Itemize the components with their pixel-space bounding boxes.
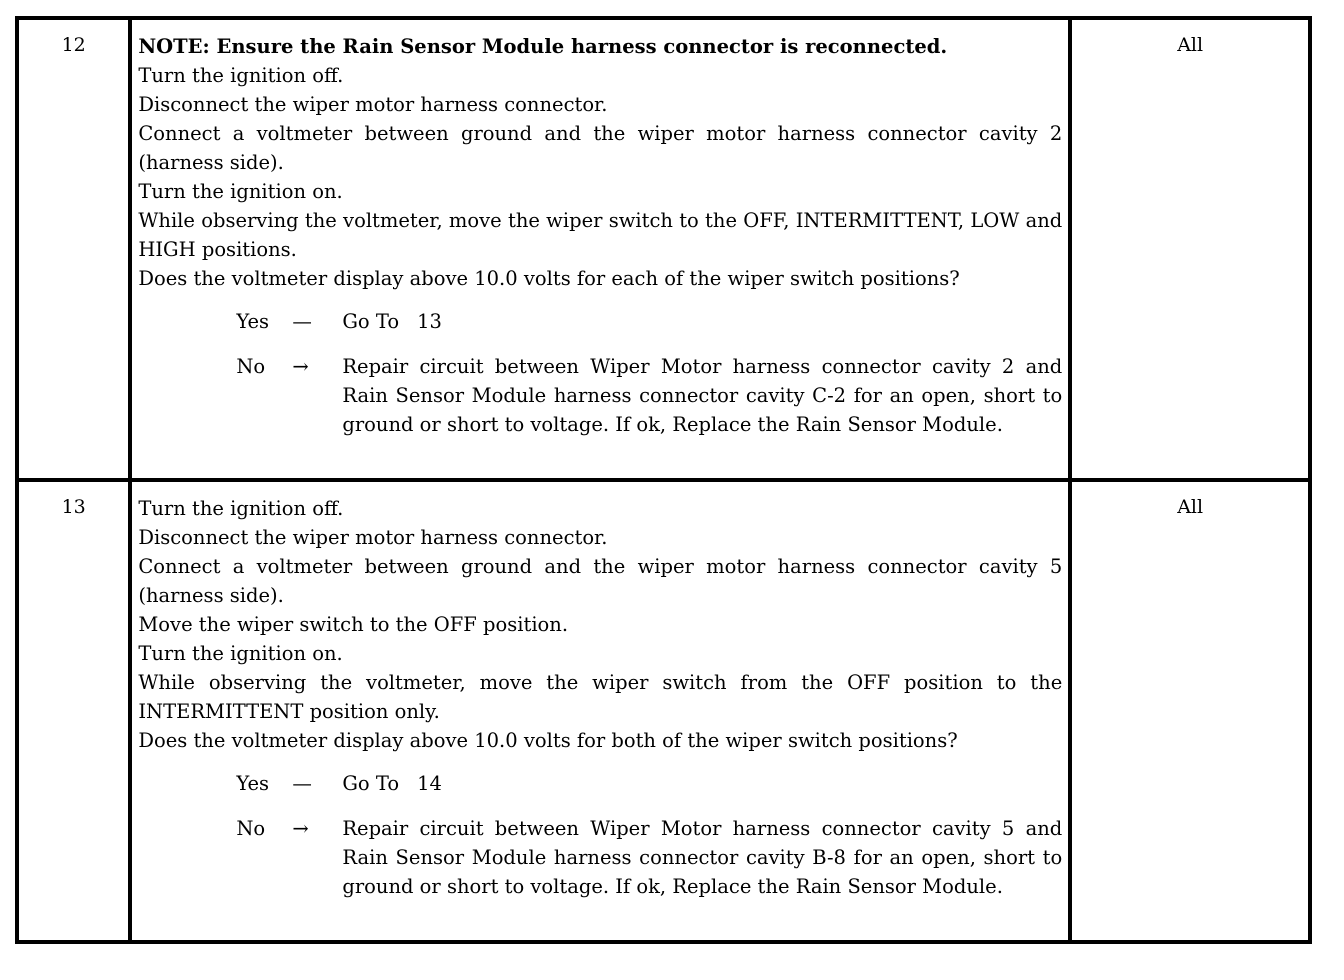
action-cell	[130, 480, 1070, 942]
no-label: No	[236, 355, 266, 378]
question-line: Does the voltmeter display above 10.0 volts for each of the wiper switch positions?	[138, 267, 960, 290]
yes-label: Yes	[236, 310, 270, 333]
repair-instruction: Repair circuit between Wiper Motor harness connector cavity 5 and Rain Sensor Module harness connector cavity B-8 for an open, short to ground or short to voltage. If ok, Replace the Rain Sensor Module.	[342, 817, 1063, 898]
goto-text: Go To	[342, 772, 400, 795]
action-line: Disconnect the wiper motor harness connector.	[138, 93, 608, 116]
action-cell	[130, 18, 1070, 480]
no-label: No	[236, 817, 266, 840]
action-line: Disconnect the wiper motor harness connector.	[138, 526, 608, 549]
dash-icon: —	[292, 772, 312, 795]
action-line: Move the wiper switch to the OFF position.	[138, 613, 569, 636]
applies-to: All	[1070, 18, 1310, 480]
arrow-right-icon: →	[292, 817, 309, 840]
step-number: 13	[17, 480, 130, 942]
goto-step-number: 14	[417, 772, 442, 795]
step-number: 12	[17, 18, 130, 480]
action-line: Turn the ignition on.	[138, 180, 343, 203]
action-line: While observing the voltmeter, move the wiper switch from the OFF position to the INTERMITTENT position only.	[138, 671, 1063, 723]
diagnostic-table	[15, 16, 1312, 944]
action-line: Connect a voltmeter between ground and the wiper motor harness connector cavity 2 (harness side).	[138, 122, 1063, 174]
action-line: Connect a voltmeter between ground and the wiper motor harness connector cavity 5 (harness side).	[138, 555, 1063, 607]
repair-instruction: Repair circuit between Wiper Motor harness connector cavity 2 and Rain Sensor Module harness connector cavity C-2 for an open, short to ground or short to voltage. If ok, Replace the Rain Sensor Module.	[342, 355, 1063, 436]
dash-icon: —	[292, 310, 312, 333]
action-line: While observing the voltmeter, move the wiper switch to the OFF, INTERMITTENT, LOW and HIGH positions.	[138, 209, 1063, 261]
action-line: Turn the ignition off.	[138, 64, 344, 87]
action-line: Turn the ignition off.	[138, 497, 344, 520]
arrow-right-icon: →	[292, 355, 309, 378]
yes-label: Yes	[236, 772, 270, 795]
goto-text: Go To	[342, 310, 400, 333]
table-row-step-12	[17, 18, 1310, 480]
no-outcome	[236, 814, 1062, 901]
no-outcome	[236, 352, 1062, 439]
applies-to: All	[1070, 480, 1310, 942]
yes-outcome	[236, 769, 1062, 798]
note-text: NOTE: Ensure the Rain Sensor Module harness connector is reconnected.	[138, 35, 948, 58]
action-line: Turn the ignition on.	[138, 642, 343, 665]
question-line: Does the voltmeter display above 10.0 volts for both of the wiper switch positions?	[138, 729, 958, 752]
yes-outcome	[236, 307, 1062, 336]
goto-step-number: 13	[417, 310, 442, 333]
table-row-step-13	[17, 480, 1310, 942]
